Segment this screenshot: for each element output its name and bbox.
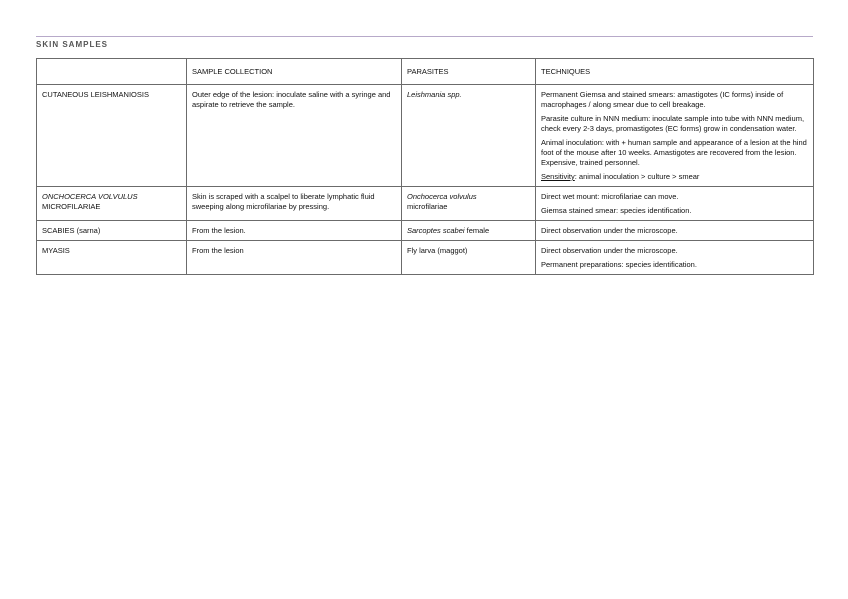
parasite-name: Fly larva (maggot) [402,241,536,275]
techniques-cell [536,241,814,275]
parasite-stage: microfilariae [407,202,448,211]
sample-collection: Skin is scraped with a scalpel to liberate lymphatic fluid sweeping along microfilariae by pressing. [187,187,402,221]
sample-name: MYASIS [37,241,187,275]
header-sample-collection: SAMPLE COLLECTION [187,59,402,85]
parasite-cell [402,187,536,221]
sample-name-suffix: MICROFILARIAE [42,202,101,211]
sensitivity-note [541,172,808,182]
technique-item: Direct observation under the microscope. [541,246,678,255]
sample-name: SCABIES (sarna) [37,221,187,241]
sensitivity-text: : animal inoculation > culture > smear [574,172,700,181]
parasite-cell [402,221,536,241]
sample-collection: From the lesion [187,241,402,275]
technique-item: Permanent preparations: species identification. [541,260,697,269]
parasite-name: Onchocerca volvulus [407,192,477,201]
technique-item: Permanent Giemsa and stained smears: amastigotes (IC forms) inside of macrophages / along smear due to cell breakage. [541,90,784,109]
skin-samples-table [36,58,814,275]
sample-name-cell [37,187,187,221]
header-techniques: TECHNIQUES [536,59,814,85]
table-row [37,187,814,221]
section-title: SKIN SAMPLES [36,40,109,49]
techniques-cell [536,221,814,241]
sample-name: ONCHOCERCA VOLVULUS [42,192,138,201]
technique-item: Direct observation under the microscope. [541,226,678,235]
technique-item: Animal inoculation: with + human sample and appearance of a lesion at the hind foot of the mouse after 10 weeks. Amastigotes are recovered from the lesion. Expensive, trained personnel. [541,138,807,167]
parasite-sex: female [464,226,490,235]
technique-item: Giemsa stained smear: species identification. [541,206,692,215]
sample-collection: From the lesion. [187,221,402,241]
table-header-row [37,59,814,85]
technique-item: Parasite culture in NNN medium: inoculate sample into tube with NNN medium, check every 2-3 days, promastigotes (EC forms) grow in condensation water. [541,114,805,133]
sample-name: CUTANEOUS LEISHMANIOSIS [37,85,187,187]
parasite-name: Sarcoptes scabei [407,226,465,235]
parasite-cell [402,85,536,187]
section-divider [36,36,813,37]
sample-collection: Outer edge of the lesion: inoculate saline with a syringe and aspirate to retrieve the sample. [187,85,402,187]
technique-item: Direct wet mount: microfilariae can move. [541,192,679,201]
header-sample [37,59,187,85]
table-row [37,241,814,275]
sensitivity-label: Sensitivity [541,172,575,181]
techniques-cell [536,85,814,187]
techniques-cell [536,187,814,221]
table-row [37,85,814,187]
header-parasites: PARASITES [402,59,536,85]
table-row [37,221,814,241]
parasite-name: Leishmania spp. [407,90,462,99]
